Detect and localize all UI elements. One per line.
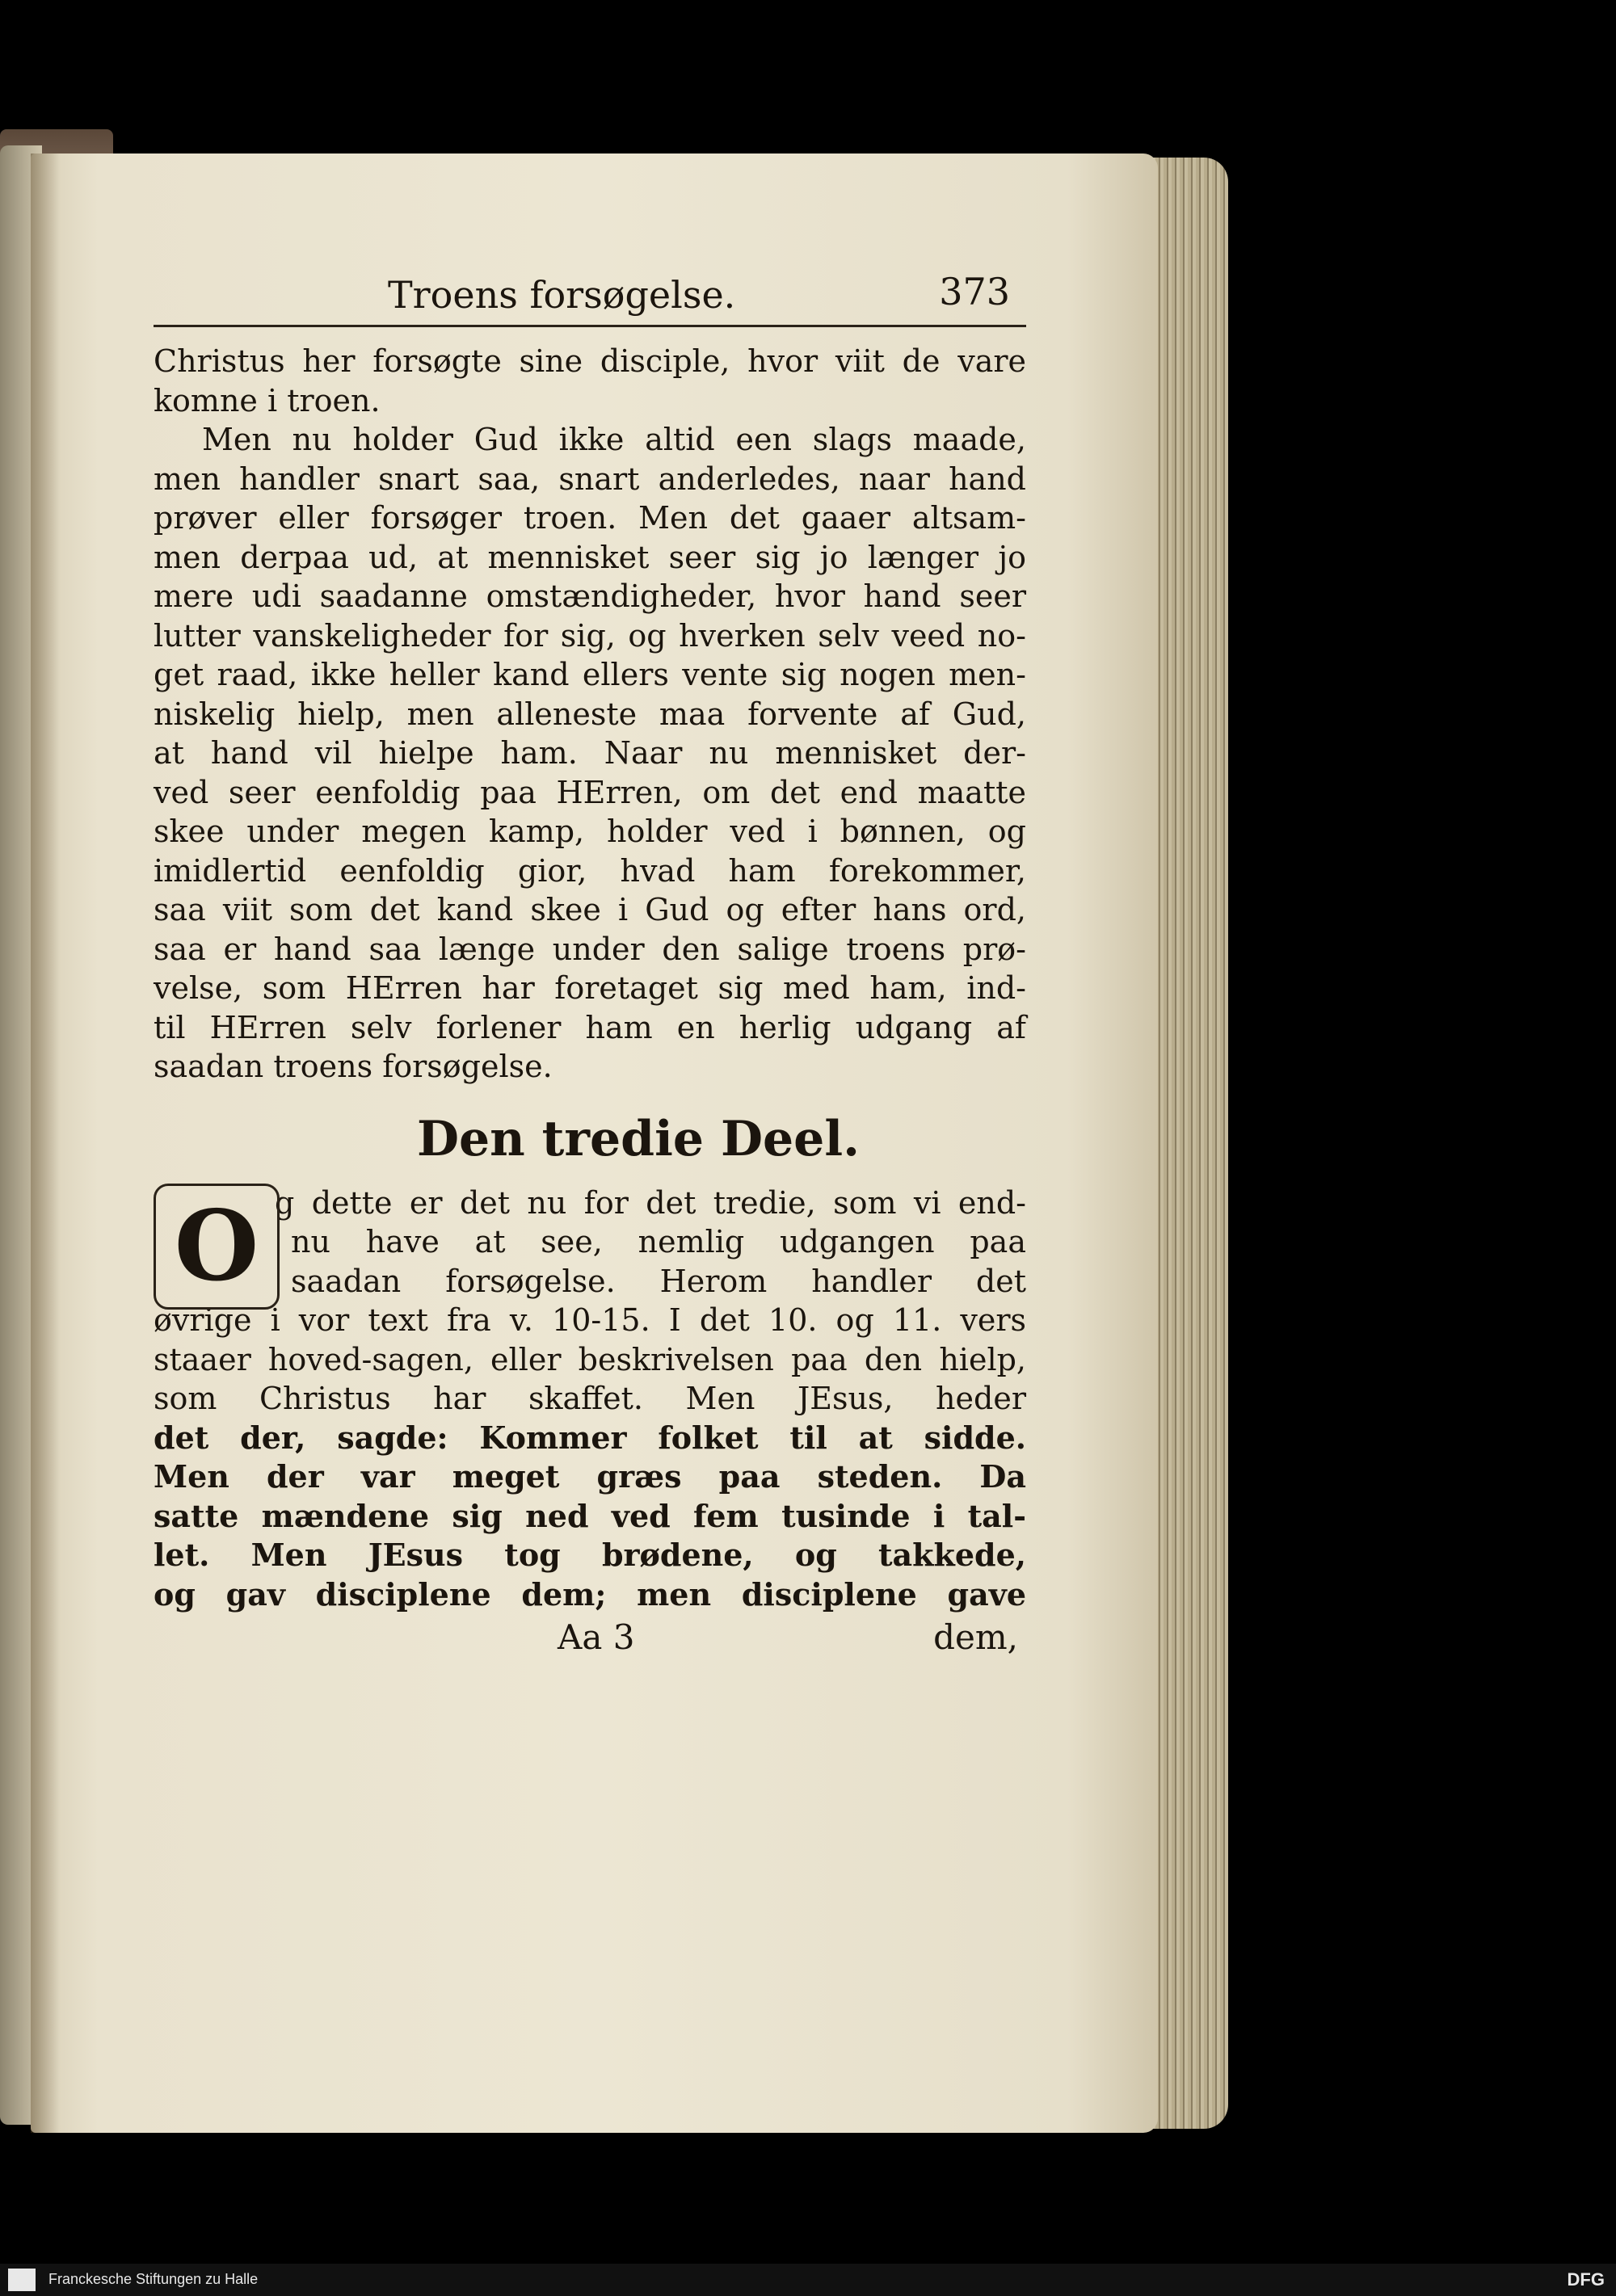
text-line: til HErren selv forlener ham en herlig udgang af xyxy=(154,1009,1026,1045)
text-line: skee under megen kamp, holder ved i bønnen, og xyxy=(154,814,1026,849)
text-line: og gav disciplene dem; men disciplene gave xyxy=(154,1575,1026,1613)
text-line: det der, sagde: Kommer folket til at sidde. xyxy=(154,1419,1026,1456)
paragraph-3 xyxy=(154,1184,1026,1615)
page-stack-edges xyxy=(1147,158,1228,2129)
text-line: satte mændene sig ned ved fem tusinde i tal- xyxy=(154,1497,1026,1534)
text-line: Men nu holder Gud ikke altid een slags maade, xyxy=(202,422,1026,457)
signature-mark: Aa 3 xyxy=(558,1617,635,1657)
text-line: saadan forsøgelse. Herom handler det xyxy=(291,1263,1026,1299)
text-line: at hand vil hielpe ham. Naar nu mennisket der- xyxy=(154,735,1026,771)
paragraph-2 xyxy=(154,420,1026,1087)
text-line: velse, som HErren har foretaget sig med ham, ind- xyxy=(154,970,1026,1006)
institution-name: Franckesche Stiftungen zu Halle xyxy=(48,2271,259,2287)
text-line: niskelig hielp, men alleneste maa forvente af Gud, xyxy=(154,696,1026,732)
section-heading: Den tredie Deel. xyxy=(416,1110,861,1167)
text-line: prøver eller forsøger troen. Men det gaaer altsam- xyxy=(154,500,1026,536)
funder-logo: DFG xyxy=(1567,2269,1605,2290)
text-line: saa er hand saa længe under den salige troens prø- xyxy=(154,931,1026,967)
text-line: imidlertid eenfoldig gior, hvad ham forekommer, xyxy=(154,852,1026,889)
page-footer xyxy=(154,1617,1026,1666)
header-rule xyxy=(154,325,1026,327)
text-line: øvrige i vor text fra v. 10-15. I det 10. og 11. vers xyxy=(154,1302,1026,1338)
page-text-block xyxy=(154,267,1026,1666)
running-head xyxy=(154,267,1026,323)
gutter-shadow xyxy=(31,153,60,2133)
text-line: mere udi saadanne omstændigheder, hvor hand seer xyxy=(154,578,1026,614)
text-line: komne i troen. xyxy=(154,382,381,418)
text-line: saa viit som det kand skee i Gud og efter hans ord, xyxy=(154,892,1026,927)
text-line: Men der var meget græs paa steden. Da xyxy=(154,1458,1026,1495)
text-line: men derpaa ud, at mennisket seer sig jo længer jo xyxy=(154,539,1026,575)
text-line: nu have at see, nemlig udgangen paa xyxy=(291,1224,1026,1259)
text-line: Christus her forsøgte sine disciple, hvor viit de vare xyxy=(154,343,1026,379)
credit-bar xyxy=(0,2264,1616,2296)
running-title: Troens forsøgelse. xyxy=(388,273,736,317)
text-line: get raad, ikke heller kand ellers vente sig nogen men- xyxy=(154,657,1026,692)
text-line: som Christus har skaffet. Men JEsus, heder xyxy=(154,1381,1026,1416)
catchword: dem, xyxy=(933,1617,1018,1657)
paragraph-1 xyxy=(154,342,1026,420)
text-line: g dette er det nu for det tredie, som vi end- xyxy=(275,1184,1026,1221)
text-line: let. Men JEsus tog brødene, og takkede, xyxy=(154,1537,1026,1573)
text-line: men handler snart saa, snart anderledes, naar hand xyxy=(154,460,1026,497)
drop-cap-initial: O xyxy=(154,1184,280,1310)
text-line: lutter vanskeligheder for sig, og hverken selv veed no- xyxy=(154,617,1026,654)
text-line: saadan troens forsøgelse. xyxy=(154,1049,553,1084)
institution-logo-icon xyxy=(8,2269,36,2291)
page-number: 373 xyxy=(939,270,1010,313)
text-line: staaer hoved-sagen, eller beskrivelsen paa den hielp, xyxy=(154,1341,1026,1377)
text-line: ved seer eenfoldig paa HErren, om det end maatte xyxy=(154,774,1026,810)
